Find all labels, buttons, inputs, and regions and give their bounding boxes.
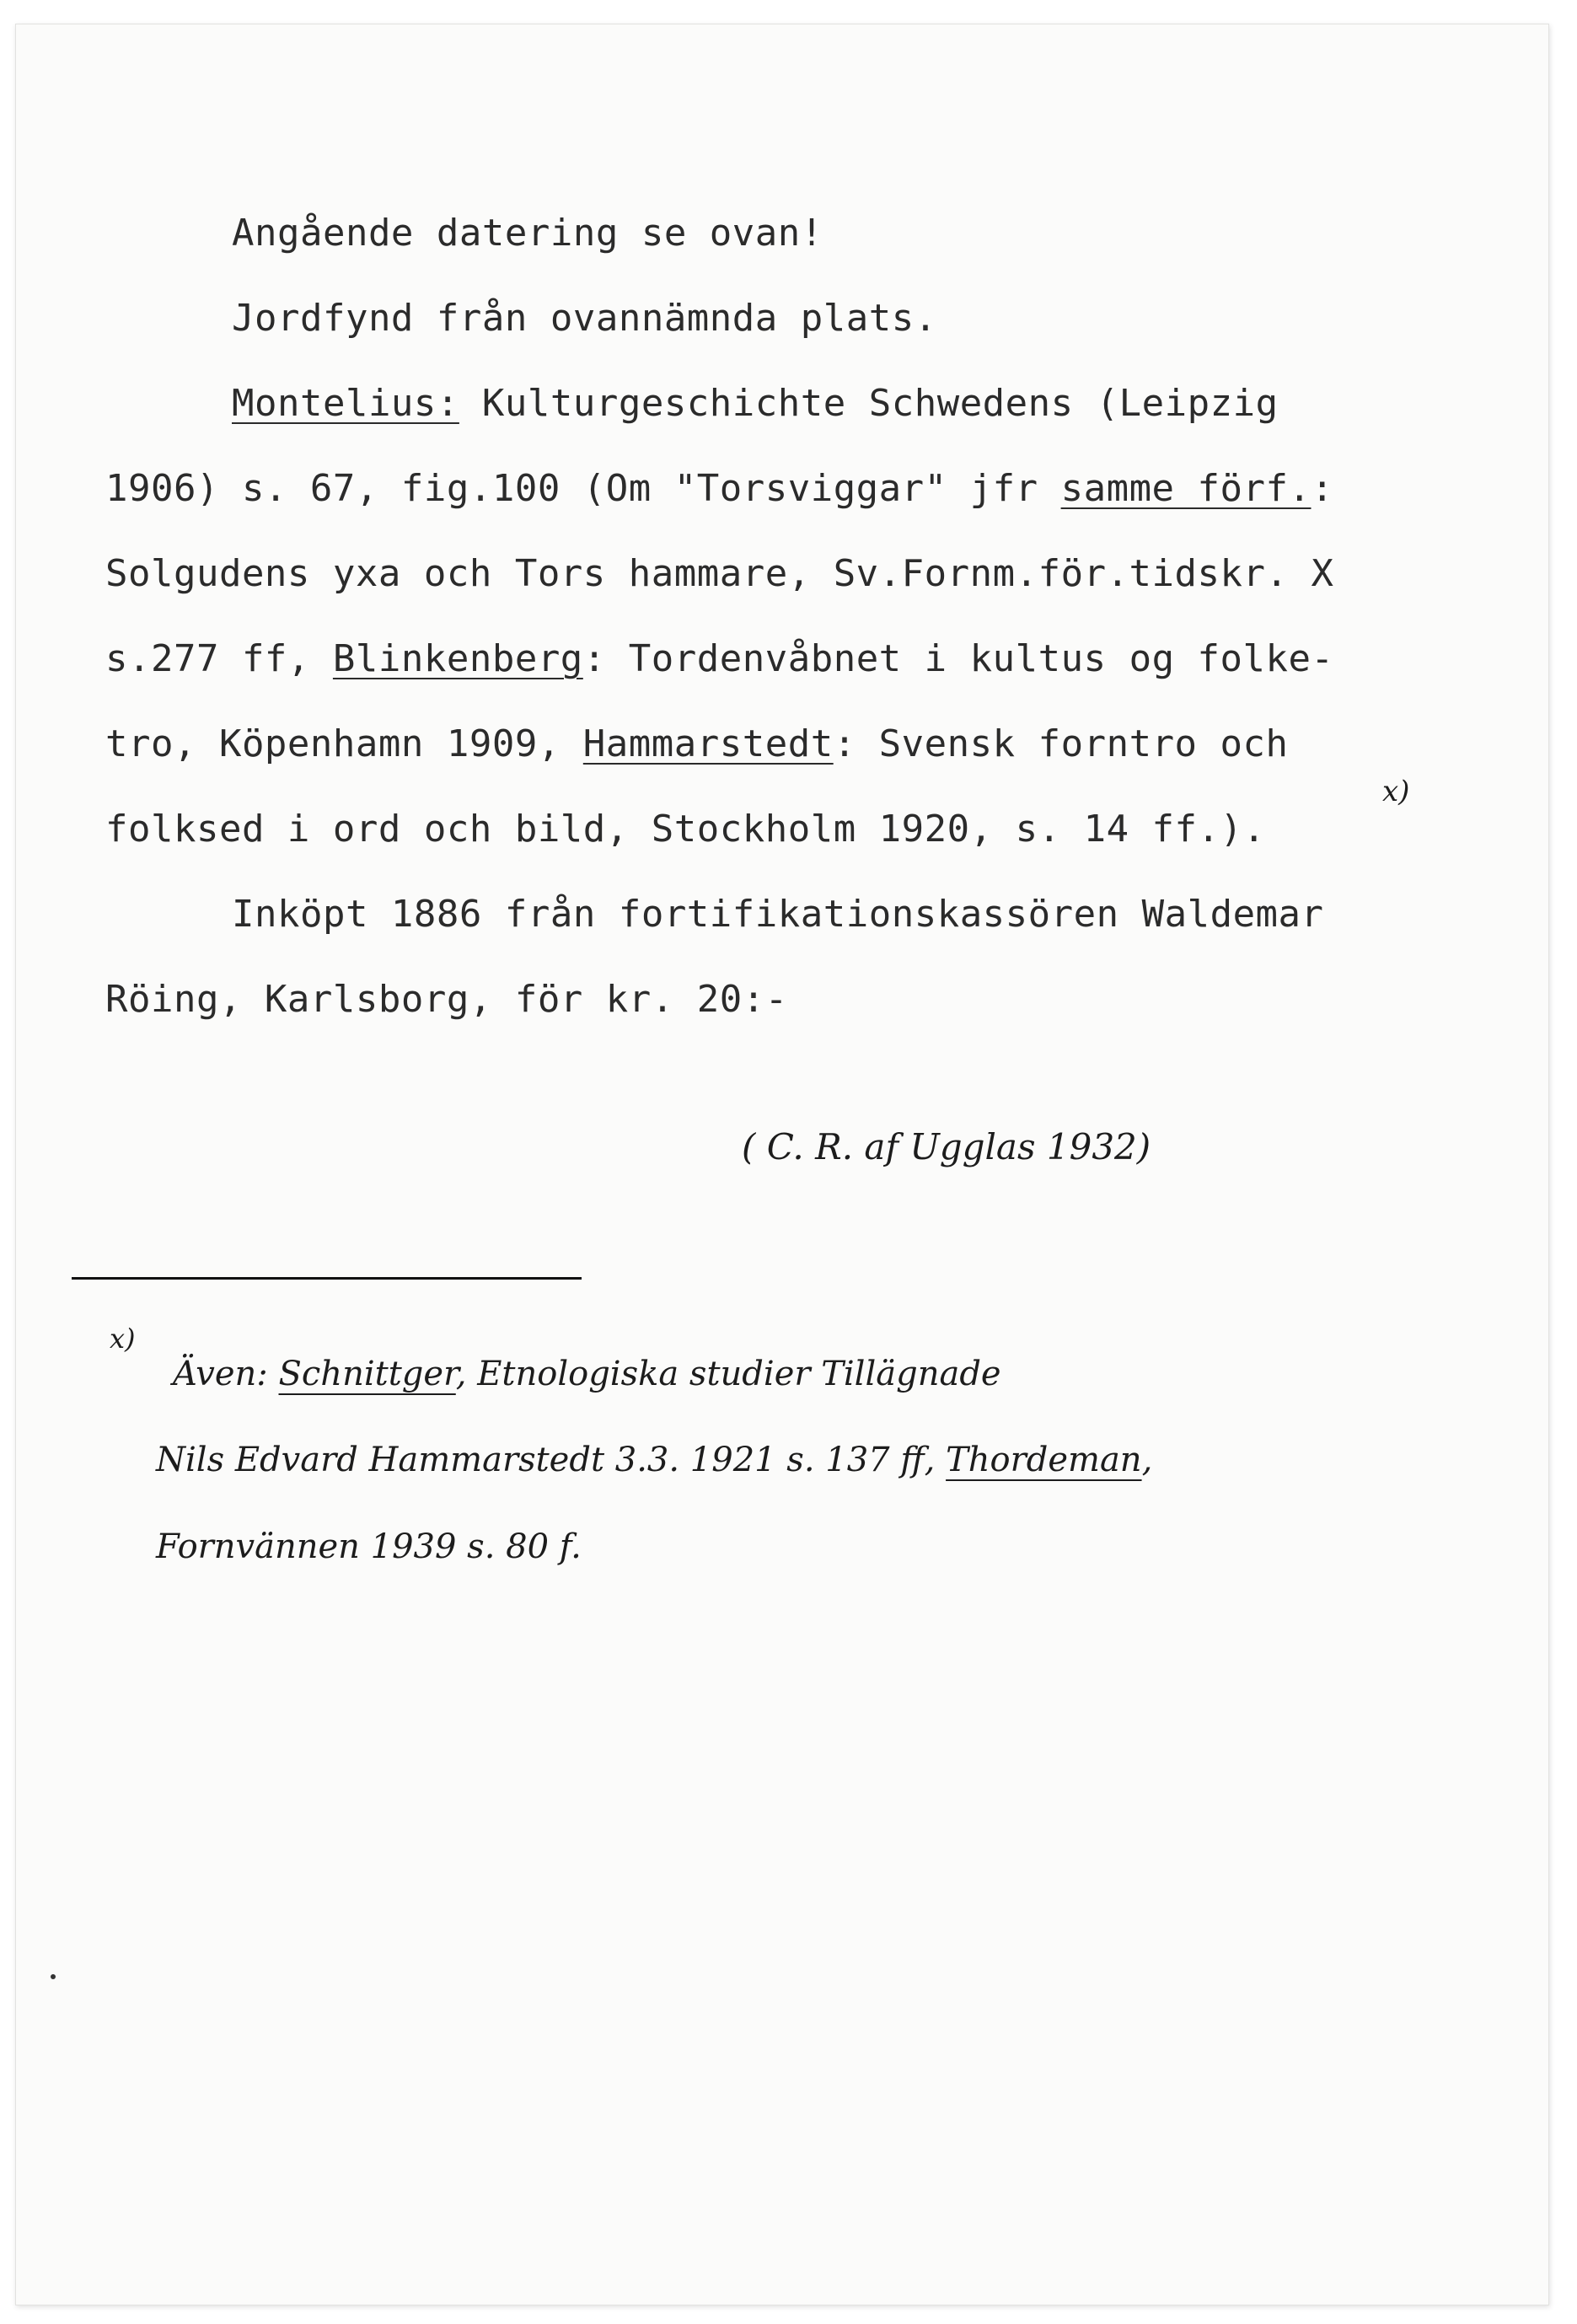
line-find-description: Jordfynd från ovannämnda plats. <box>232 297 937 340</box>
line-reference-6: folksed i ord och bild, Stockholm 1920, s. 14 ff.). <box>105 808 1266 851</box>
footnote-line-2 <box>156 1443 1152 1477</box>
author-montelius: Montelius: <box>232 382 459 425</box>
footnote-mark: x) <box>110 1323 136 1355</box>
fn-text: Även: <box>173 1355 279 1393</box>
line-reference-4 <box>105 637 1334 680</box>
ref-text: : Svensk forntro och <box>833 722 1289 765</box>
line-acquisition-2: Röing, Karlsborg, för kr. 20:- <box>105 978 788 1021</box>
ref-text: tro, Köpenhamn 1909, <box>105 722 583 765</box>
ref-text: : Tordenvåbnet i kultus og folke- <box>582 637 1334 680</box>
footnote-marker: x) <box>1382 775 1410 808</box>
line-reference-1 <box>232 382 1279 425</box>
fn-text: , <box>1141 1441 1153 1479</box>
footnote-line-1 <box>173 1357 1001 1391</box>
fn-author-schnittger: Schnittger <box>278 1355 456 1393</box>
fn-text: , Etnologiska studier Tillägnade <box>455 1355 1001 1393</box>
footnote-line-3: Fornvännen 1939 s. 80 f. <box>156 1527 582 1566</box>
signature: ( C. R. af Ugglas 1932) <box>742 1126 1151 1167</box>
author-blinkenberg: Blinkenberg <box>332 637 583 680</box>
ref-text: : <box>1311 467 1334 510</box>
ink-speck <box>51 1974 56 1979</box>
line-reference-5 <box>105 722 1289 765</box>
ref-same-author: samme förf. <box>1060 467 1311 510</box>
ref-text: Kulturgeschichte Schwedens (Leipzig <box>459 382 1279 425</box>
fn-text: Nils Edvard Hammarstedt 3.3. 1921 s. 137 ff, <box>156 1441 947 1479</box>
fn-author-thordeman: Thordeman <box>946 1441 1142 1479</box>
author-hammarstedt: Hammarstedt <box>582 722 834 765</box>
line-reference-2 <box>105 467 1334 510</box>
ref-text: 1906) s. 67, fig.100 (Om "Torsviggar" jfr <box>105 467 1061 510</box>
footnote-divider <box>72 1277 582 1280</box>
line-dating-note: Angående datering se ovan! <box>232 212 823 255</box>
line-acquisition-1: Inköpt 1886 från fortifikationskassören Waldemar <box>232 893 1324 936</box>
line-reference-3: Solgudens yxa och Tors hammare, Sv.Fornm.för.tidskr. X <box>105 552 1334 595</box>
ref-text: s.277 ff, <box>105 637 333 680</box>
